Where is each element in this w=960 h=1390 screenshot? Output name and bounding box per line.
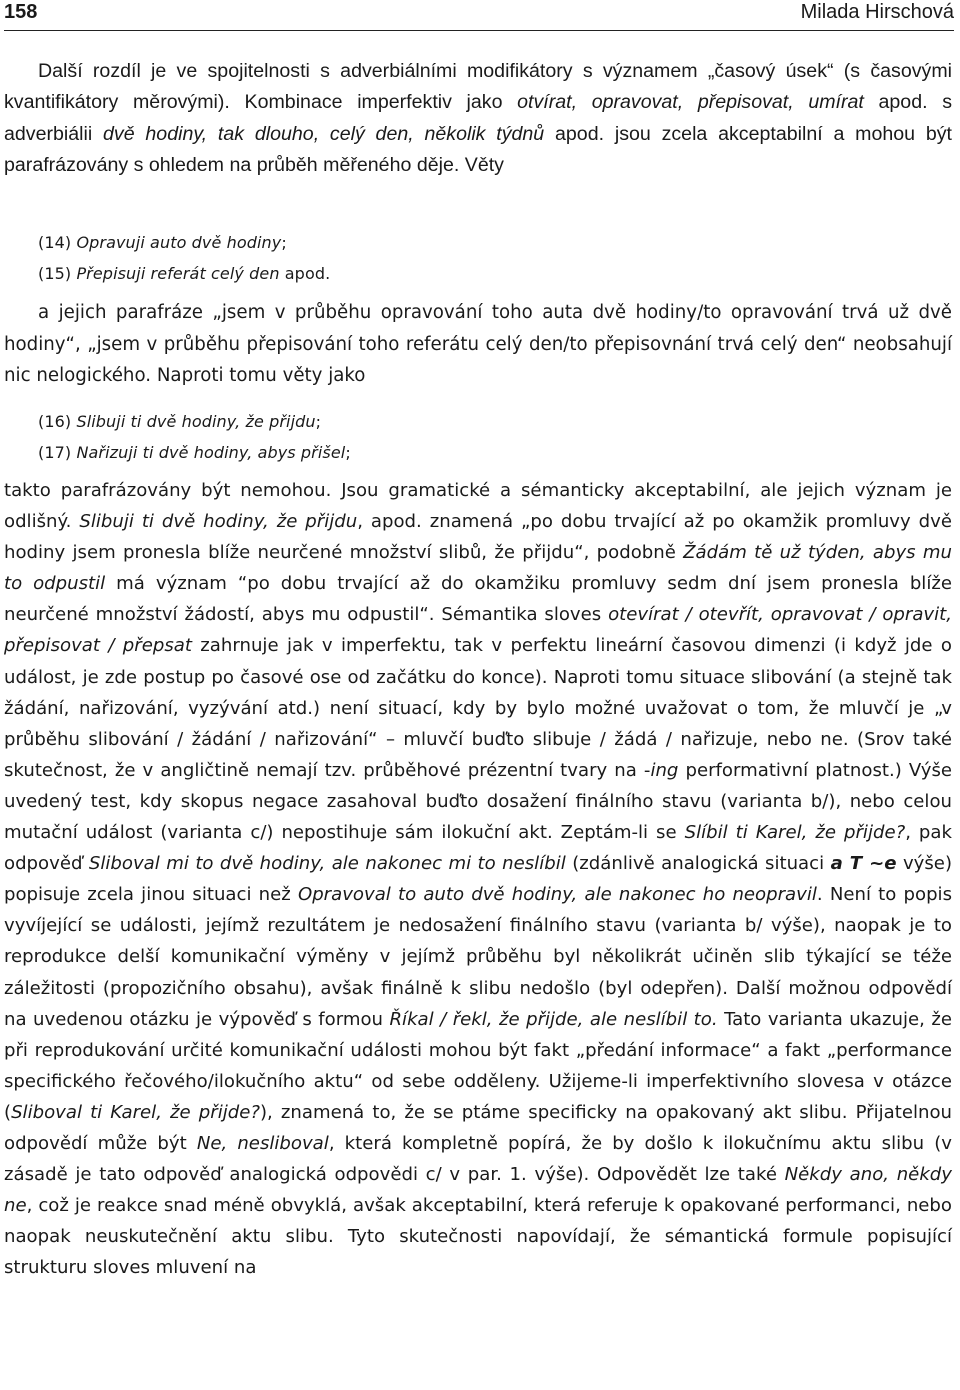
text-run: (zdánlivě analogická situaci (565, 853, 831, 875)
example-17 (38, 437, 938, 468)
paragraph-1 (4, 56, 952, 182)
page-number: 158 (4, 1, 38, 23)
emphasis-run: a T ~e (830, 853, 897, 875)
italic-run: Slíbil ti Karel, že přijde? (684, 822, 906, 844)
italic-run: Někdy ano, někdy ne (4, 1164, 952, 1217)
text-run: (17) (38, 443, 77, 462)
text-run: performativní platnost.) Výše uvedený test, kdy skopus negace zasahoval buďto dosažení finálního stavu (varianta b/), nebo celou mutační událost (varianta c/) nepostihuje sám ilokuční akt. Zeptám-li se (4, 759, 952, 844)
examples-16-17 (38, 406, 938, 468)
text-run: apod. s adverbiálii (4, 91, 952, 145)
text-run: ), znamená to, že se ptáme specificky na opakovaný akt slibu. Přijatelnou odpovědí může být (4, 1101, 953, 1154)
text-run: má význam “po dobu trvající až do okamžiku promluvy sedm dní jsem pronesla blíže neurčené množství žádostí, abys mu odpustil“. Sémantika sloves (4, 573, 952, 626)
text-run: (15) (38, 264, 77, 283)
italic-run: Slibuji ti dvě hodiny, že přijdu (79, 511, 358, 533)
text-run: . Není to popis vyvíjející se události, jejímž rezultátem je nedosažení finálního stavu (varianta b/ výše), naopak je to reprodukce delší komunikační výměny v jejímž průběhu byl několikrát učiněn slib týkající se téže záležitosti (propozičního obsahu), avšak finálně k slibu nedošlo (byl odepřen). Další možnou odpovědí na uvedenou otázku je výpověď s formou (4, 884, 953, 1030)
running-author: Milada Hirschová (800, 1, 954, 23)
italic-run: otevírat / otevřít, opravovat / opravit, přepisovat / přepsat (4, 604, 952, 657)
text-run: (14) (38, 233, 77, 252)
italic-run: Opravoval to auto dvě hodiny, ale nakonec ho neopravil (297, 884, 817, 906)
example-15 (38, 258, 938, 289)
text-run: ; (281, 233, 287, 252)
text-run: apod. jsou zcela akceptabilní a mohou být parafrázovány s ohledem na průběh měřeného děje. Věty (4, 122, 953, 177)
text-run: apod. (279, 264, 331, 283)
examples-14-15 (38, 227, 938, 289)
text-run: Tato varianta ukazuje, že při reprodukování určité komunikační události mohou být fakt „předání informace“ a fakt „performance specifického řečového/ilokučního aktu“ od sebe odděleny. Užijeme-li imperfektivního slovesa v otázce ( (4, 1008, 952, 1123)
paragraph-2 (4, 297, 952, 392)
text-run: ; (315, 412, 322, 431)
text-run: Další rozdíl je ve spojitelnosti s adverbiálními modifikátory s významem „časový úsek“ (s časovými kvantifikátory měrovými). Kombinace imperfektiv jako (4, 60, 952, 114)
italic-run: Žádám tě už týden, abys mu to odpustil (4, 542, 952, 595)
italic-run: Přepisuji referát celý den (76, 264, 280, 283)
italic-run: dvě hodiny, tak dlouho, celý den, několik týdnů (103, 122, 545, 145)
italic-run: Ne, nesliboval (196, 1132, 329, 1154)
text-run: , což je reakce snad méně obvyklá, avšak akceptabilní, která referuje k opakované performanci, nebo naopak neuskutečnění aktu slibu. Tyto skutečnosti napovídají, že sémantická formule popisující strukturu sloves mluvení na (4, 1195, 952, 1279)
italic-run: Opravuji auto dvě hodiny (76, 233, 282, 252)
text-run: ; (345, 443, 351, 462)
italic-run: Nařizuji ti dvě hodiny, abys přišel (76, 443, 346, 462)
text-run: , pak odpověď (4, 822, 952, 875)
text-run: , která kompletně popírá, že by došlo k ilokučnímu aktu slibu (v zásadě je tato odpověď analogická odpovědi c/ v par. 1. výše). Odpovědět lze také (4, 1132, 952, 1186)
example-14 (38, 227, 938, 258)
italic-run (831, 853, 897, 874)
text-run: zahrnuje jak v imperfektu, tak v perfektu lineární časovou dimenzi (i když jde o událost, je zde postup po časové ose od začátku do konce). Naproti tomu situace slibování (a stejně tak žádání, nařizování, vyzývání atd.) není situací, kdy by bylo možné uvažovat o tom, že mluvčí je „v průběhu slibování / žádání / nařizování“ – mluvčí buďto slibuje / žádá / nařizuje, nebo ne. (Srov také skutečnost, že v angličtině nemají tzv. průběhové prézentní tvary na - (4, 635, 952, 781)
italic-run: otvírat, opravovat, přepisovat, umírat (517, 91, 864, 114)
example-16 (38, 406, 938, 437)
text-run: a jejich parafráze „jsem v průběhu opravování toho auta dvě hodiny/to opravování trvá už dvě hodiny“, „jsem v průběhu přepisování toho referátu celý den/to přepisovnání trvá celý den“ neobsahují nic nelogického. Naproti tomu věty jako (4, 302, 952, 386)
italic-run: Sliboval mi to dvě hodiny, ale nakonec mi to neslíbil (88, 853, 566, 875)
italic-run: Sliboval ti Karel, že přijde? (11, 1101, 260, 1123)
running-header (4, 0, 954, 31)
italic-run: Říkal / řekl, že přijde, ale neslíbil to. (389, 1008, 718, 1030)
italic-run: Slibuji ti dvě hodiny, že přijdu (76, 412, 316, 431)
italic-run: ing (650, 759, 679, 781)
text-run: takto parafrázovány být nemohou. Jsou gramatické a sémanticky akceptabilní, ale jejich význam je odlišný. (4, 480, 952, 533)
text-run: (16) (38, 412, 77, 431)
text-run: výše) popisuje zcela jinou situaci než (4, 853, 953, 906)
text-run: , apod. znamená „po dobu trvající až po okamžik promluvy dvě hodiny jsem pronesla blíže neurčené množství slibů, že přijdu“, podobně (4, 511, 952, 564)
paragraph-3 (4, 475, 952, 1283)
